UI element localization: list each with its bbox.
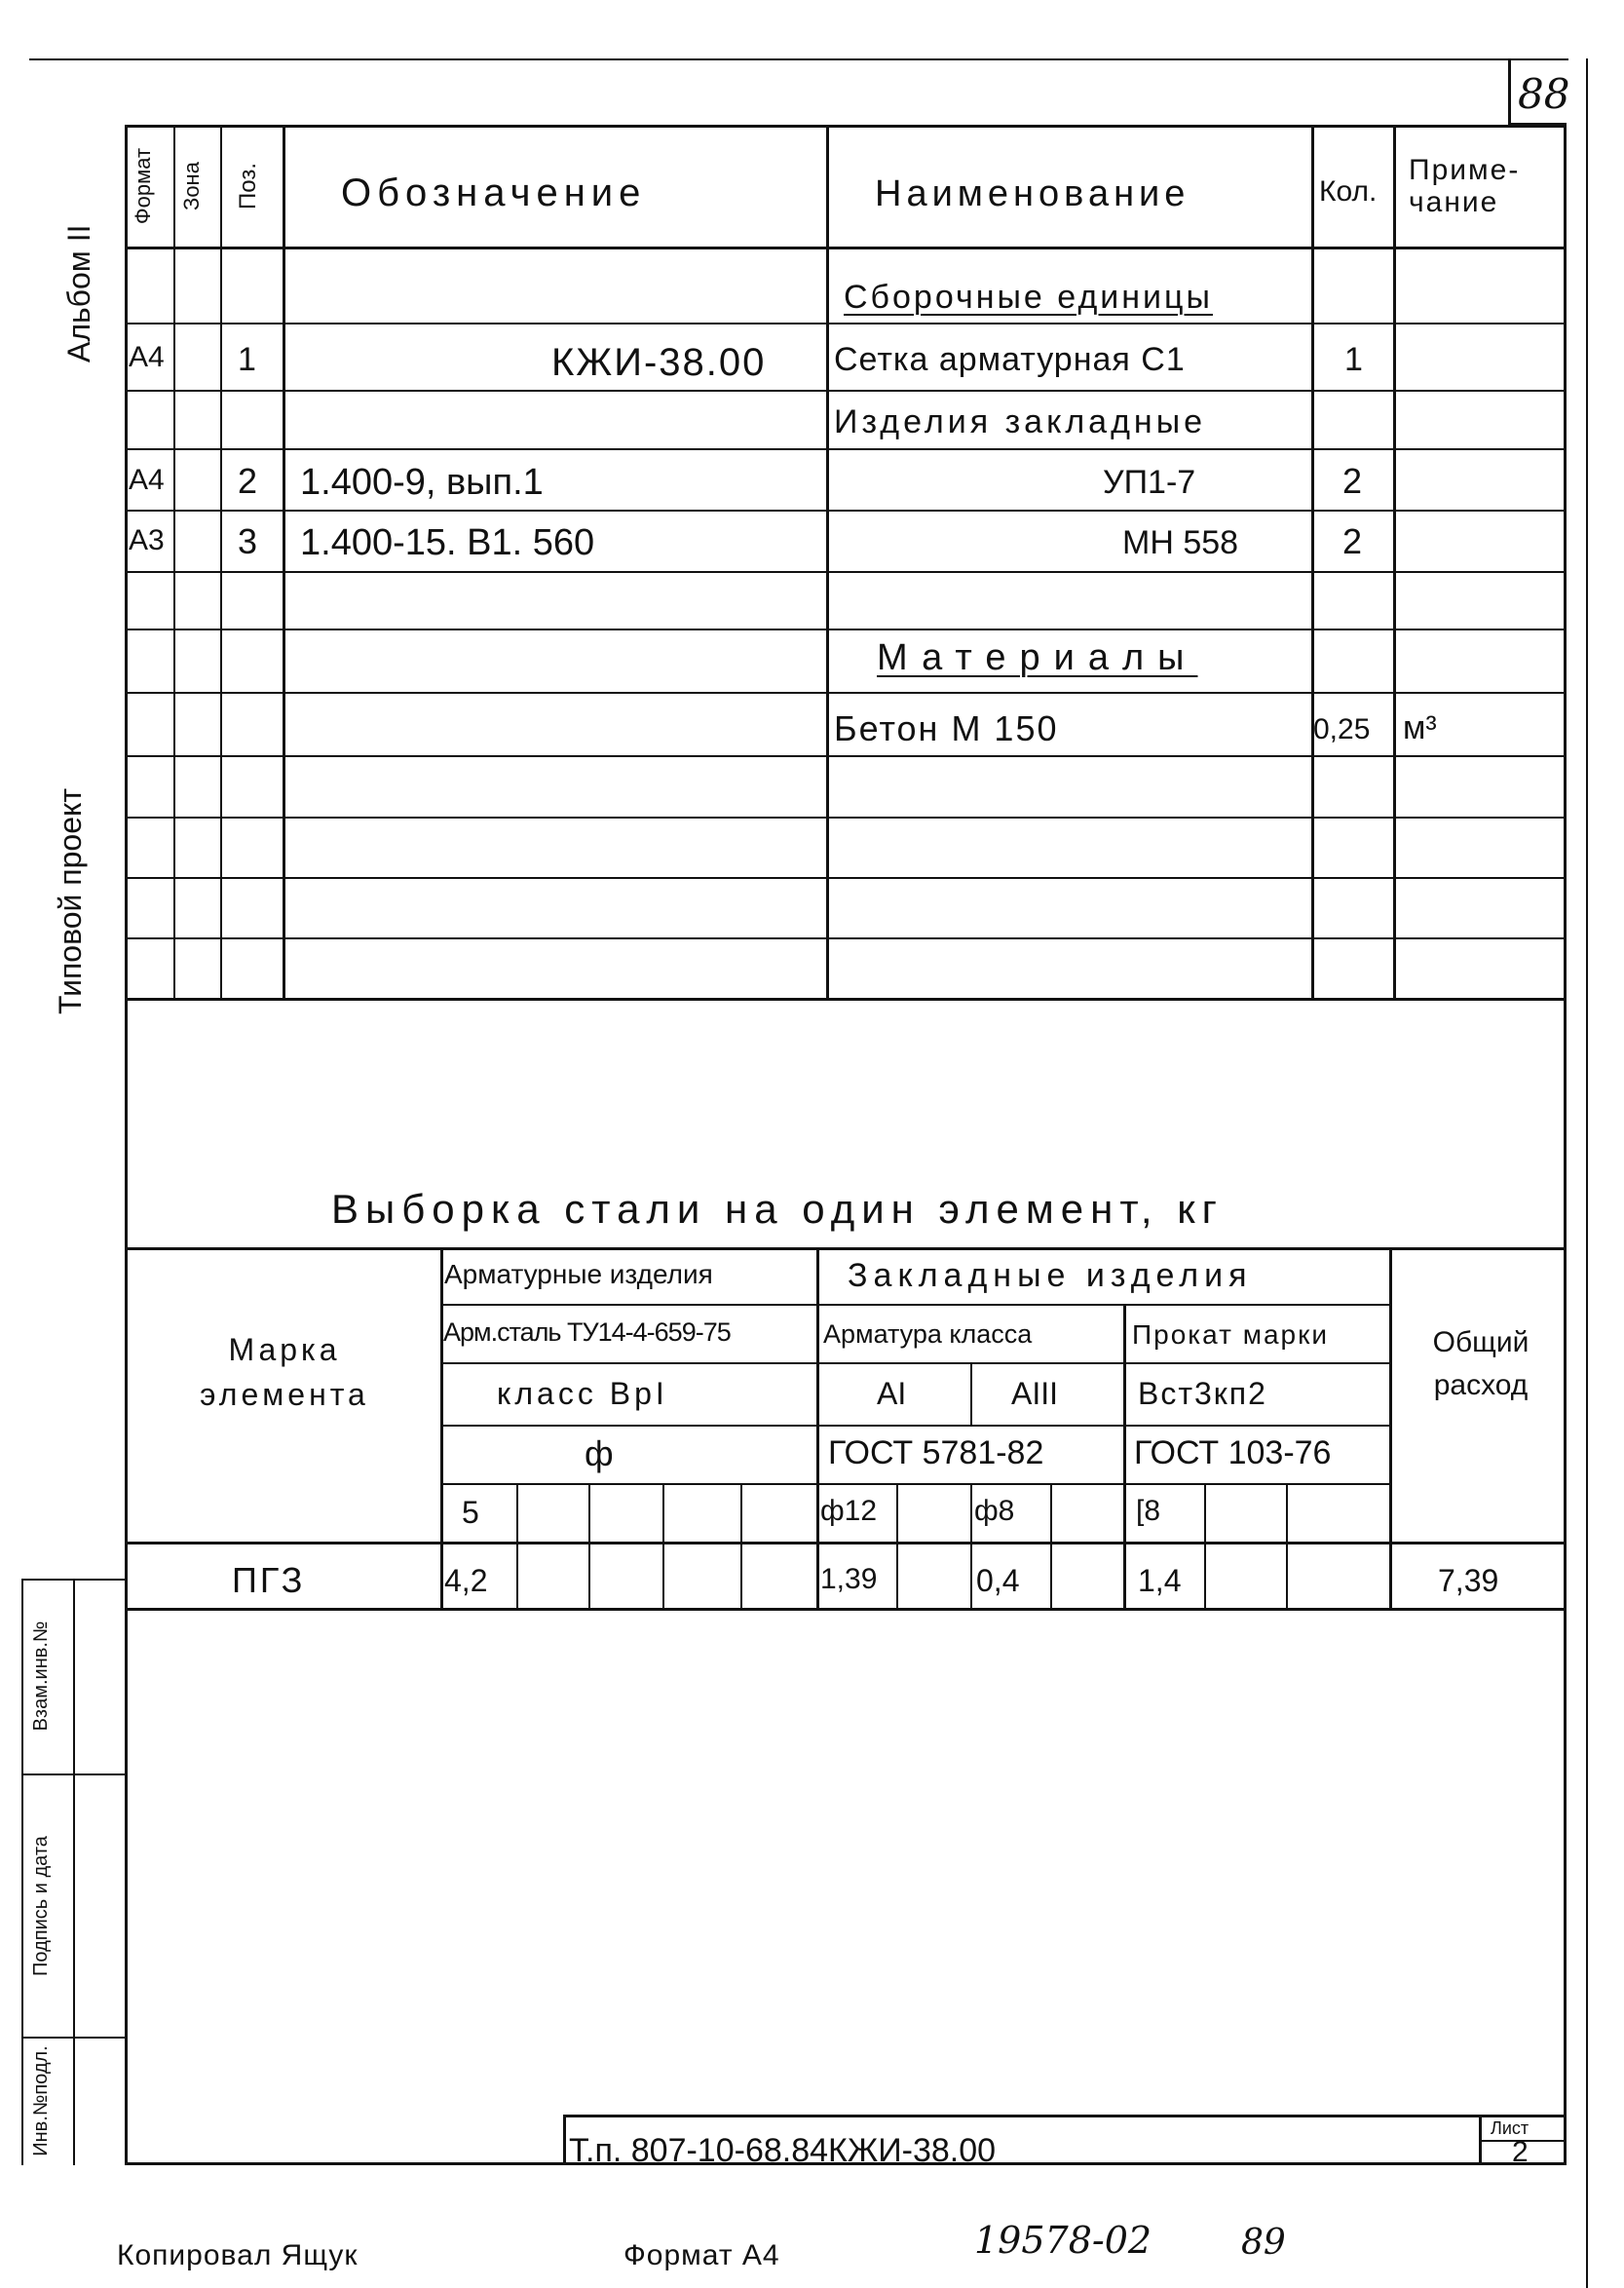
steel-vline (440, 1247, 443, 1610)
row4-pos: 3 (238, 521, 258, 561)
steel-line-header-bottom (125, 1542, 1567, 1544)
vst-mark: Вст3кп2 (1138, 1376, 1267, 1411)
steel-title: Выборка стали на один элемент, кг (331, 1186, 1224, 1232)
spec-top-line (125, 125, 1567, 128)
steel-vline (970, 1483, 972, 1610)
steel-line (441, 1425, 1391, 1427)
spec-row-line (125, 629, 1567, 630)
gost-103: ГОСТ 103-76 (1134, 1434, 1332, 1471)
row4-qty: 2 (1342, 521, 1363, 561)
size-cell: ф12 (820, 1495, 878, 1527)
spec-col-line (220, 125, 222, 1000)
row1-pos: 1 (238, 341, 256, 378)
pagenum-box-left (1508, 60, 1511, 125)
element-mark: ПГЗ (232, 1560, 306, 1600)
spec-row-line (125, 323, 1567, 324)
steel-vline (1204, 1483, 1206, 1610)
page-top-line (29, 58, 1568, 60)
spec-row-line (125, 692, 1567, 694)
album-label: Альбом II (61, 224, 96, 362)
outer-right-edge (1586, 58, 1588, 2288)
spec-row-line (125, 877, 1567, 879)
steel-vline (1123, 1304, 1126, 1610)
steel-vline (516, 1483, 518, 1610)
value-cell: 0,4 (976, 1563, 1020, 1598)
group1-title: Арматурные изделия (444, 1259, 713, 1289)
total-value: 7,39 (1438, 1563, 1499, 1598)
drawing-code: Т.п. 807-10-68.84КЖИ-38.00 (569, 2132, 997, 2169)
steel-vline (970, 1362, 972, 1425)
row1-qty: 1 (1344, 341, 1363, 378)
row4-name: МН 558 (1122, 524, 1239, 561)
spec-row-line (125, 390, 1567, 392)
row1-designation: КЖИ-38.00 (551, 341, 767, 384)
header-designation: Обозначение (341, 172, 647, 214)
page-number: 88 (1518, 70, 1570, 118)
row3-designation: 1.400-9, вып.1 (300, 462, 544, 503)
spec-row-line (125, 510, 1567, 512)
stamp-top (21, 1579, 127, 1581)
frame-right (1564, 125, 1567, 2165)
steel-line (441, 1362, 1391, 1364)
spec-col-line (1311, 125, 1314, 1000)
class-a1: АI (877, 1376, 907, 1411)
steel-vline (740, 1483, 742, 1610)
project-label: Типовой проект (53, 787, 88, 1015)
group2-title: Закладные изделия (848, 1257, 1253, 1294)
header-format: Формат (131, 147, 155, 225)
row1-name: Сетка арматурная С1 (834, 341, 1186, 378)
steel-line-top (125, 1247, 1567, 1250)
spec-col-line (283, 125, 285, 1000)
size-cell: [8 (1136, 1495, 1161, 1527)
steel-vline (1389, 1247, 1392, 1610)
spec-row-line (125, 755, 1567, 757)
spec-header-bottom (125, 247, 1567, 249)
header-pos: Поз. (235, 163, 261, 210)
stamp-label-sign: Подпись и дата (30, 1836, 52, 1976)
footer-page: 89 (1241, 2223, 1286, 2263)
stamp-mid (73, 1579, 75, 2165)
frame-left (125, 125, 128, 2165)
total-header: Общий расход (1432, 1326, 1530, 1401)
row7-note: м³ (1403, 709, 1437, 746)
sheet-number: 2 (1512, 2136, 1529, 2168)
header-zone: Зона (179, 162, 204, 210)
section-materials: Материалы (877, 637, 1198, 678)
spec-row-line (125, 448, 1567, 450)
header-qty: Кол. (1319, 175, 1378, 208)
value-cell: 4,2 (444, 1563, 488, 1598)
size-cell: ф8 (974, 1495, 1015, 1527)
row3-pos: 2 (238, 461, 258, 501)
spec-col-line (1393, 125, 1396, 1000)
steel-vline (588, 1483, 590, 1610)
tb-top (563, 2115, 1567, 2117)
spec-row-line (125, 937, 1567, 939)
value-cell: 1,39 (820, 1563, 878, 1595)
value-cell: 1,4 (1138, 1563, 1182, 1598)
row4-format: А3 (129, 524, 165, 556)
gost-5781: ГОСТ 5781-82 (828, 1434, 1044, 1471)
sheet-label: Лист (1491, 2118, 1530, 2138)
row3-qty: 2 (1342, 461, 1363, 501)
steel-vline (896, 1483, 898, 1610)
prokat-mark: Прокат марки (1132, 1319, 1329, 1350)
stamp-left (21, 1579, 23, 2165)
steel-line-bottom (125, 1608, 1567, 1611)
row1-format: А4 (129, 341, 165, 373)
spec-row-line (125, 817, 1567, 819)
row3-format: А4 (129, 464, 165, 496)
group1-class: класс ВрI (497, 1376, 668, 1411)
stamp-label-inv-zam: Взам.инв.№ (30, 1621, 52, 1732)
mark-header: Марка элемента (200, 1332, 369, 1413)
stamp-label-inv-podl: Инв.№подл. (30, 2045, 52, 2156)
header-note: Приме- чание (1409, 154, 1521, 218)
group1-symbol: ф (585, 1433, 614, 1473)
steel-vline (1050, 1483, 1052, 1610)
stamp-sep1 (21, 1773, 127, 1775)
row7-name: Бетон М 150 (834, 708, 1059, 748)
armatura-class: Арматура класса (823, 1319, 1033, 1349)
steel-vline (816, 1247, 819, 1610)
class-a3: АIII (1011, 1376, 1059, 1411)
spec-col-line (173, 125, 175, 1000)
copied-by: Копировал Ящук (117, 2239, 359, 2271)
steel-line (441, 1483, 1391, 1485)
section-assembly-units: Сборочные единицы (844, 279, 1213, 316)
header-name: Наименование (875, 173, 1190, 214)
steel-vline (662, 1483, 664, 1610)
spec-col-line (826, 125, 829, 1000)
format-label: Формат А4 (623, 2239, 780, 2271)
tb-left (563, 2115, 566, 2165)
group1-sub: Арм.сталь ТУ14-4-659-75 (443, 1317, 731, 1347)
size-cell: 5 (462, 1495, 479, 1530)
section-embedded-items: Изделия закладные (834, 403, 1207, 440)
archive-number: 19578-02 (974, 2219, 1152, 2262)
row4-designation: 1.400-15. В1. 560 (300, 522, 595, 563)
row7-qty: 0,25 (1313, 713, 1371, 745)
steel-vline (1286, 1483, 1288, 1610)
spec-row-line (125, 998, 1567, 1001)
row3-name: УП1-7 (1103, 464, 1196, 501)
spec-row-line (125, 571, 1567, 573)
steel-line (441, 1304, 1391, 1306)
